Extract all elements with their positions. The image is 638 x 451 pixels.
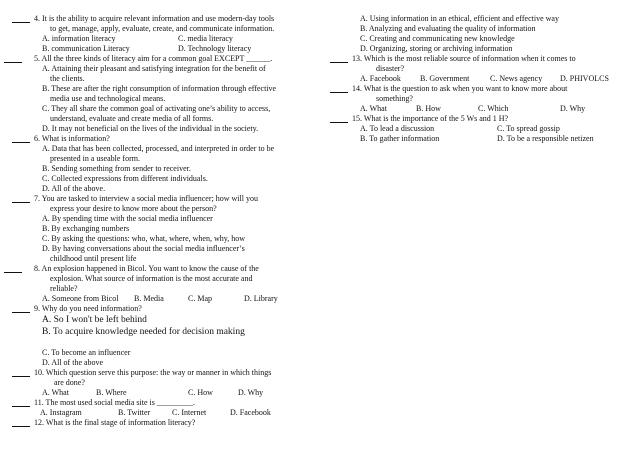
option-c: C. To spread gossip — [497, 124, 560, 133]
question-text: 11. The most used social media site is _________. — [34, 398, 195, 407]
answer-blank[interactable] — [12, 368, 30, 377]
option-d: D. Why — [560, 104, 586, 113]
options-row — [20, 294, 320, 304]
right-column — [338, 14, 628, 144]
question-text: 10. Which question serve this purpose: the way or manner in which things — [34, 368, 272, 377]
option-b: B. Where — [96, 388, 127, 397]
question-text: 6. What is information? — [34, 134, 110, 143]
option-a: A. Attaining their pleasant and satisfying integration for the benefit of — [42, 64, 266, 73]
question-text: 12. What is the final stage of information literacy? — [34, 418, 196, 427]
option-a: A. Using information in an ethical, efficient and effective way — [360, 14, 559, 23]
option-c: C. Map — [188, 294, 212, 303]
question-7 — [20, 194, 320, 214]
option-c: C. Collected expressions from different individuals. — [42, 174, 208, 183]
option-a: A. Data that has been collected, processed, and interpreted in order to be — [42, 144, 275, 153]
option-b: B. communication Literacy — [42, 44, 130, 53]
option-a: A. What — [42, 388, 69, 397]
option-b: B. To acquire knowledge needed for decision making — [42, 327, 245, 337]
options-row — [338, 134, 628, 144]
answer-blank[interactable] — [330, 84, 348, 93]
question-text: 15. What is the importance of the 5 Ws and 1 H? — [352, 114, 509, 123]
question-4 — [20, 14, 320, 34]
option-a: A. What — [360, 104, 387, 113]
options-row — [338, 124, 628, 134]
question-11 — [20, 398, 320, 408]
option-a: A. So I won't be left behind — [42, 315, 147, 325]
option-b: B. Sending something from sender to receiver. — [42, 164, 191, 173]
options-row — [20, 44, 320, 54]
option-b: B. Media — [134, 294, 164, 303]
option-c: C. How — [188, 388, 213, 397]
question-text-cont: to get, manage, apply, evaluate, create, and communicate information. — [50, 24, 275, 33]
question-text: 5. All the three kinds of literacy aim for a common goal EXCEPT ______. — [34, 54, 273, 63]
option-b: B. Analyzing and evaluating the quality of information — [360, 24, 536, 33]
spacer — [20, 338, 320, 348]
option-c-cont: understand, evaluate and create media of all forms. — [50, 114, 214, 123]
option-d: D. PHIVOLCS — [560, 74, 609, 83]
answer-blank[interactable] — [330, 114, 348, 123]
option-c: C. Creating and communicating new knowledge — [360, 34, 515, 43]
question-text: 8. An explosion happened in Bicol. You want to know the cause of the — [34, 264, 259, 273]
option-b: B. To gather information — [360, 134, 440, 143]
answer-blank[interactable] — [12, 134, 30, 143]
option-c: C. By asking the questions: who, what, where, when, why, how — [42, 234, 246, 243]
option-c: C. To become an influencer — [42, 348, 131, 357]
question-text: 9. Why do you need information? — [34, 304, 142, 313]
option-d: D. Organizing, storing or archiving information — [360, 44, 513, 53]
answer-blank[interactable] — [12, 418, 30, 427]
options-row — [20, 408, 320, 418]
question-8 — [20, 264, 320, 294]
option-b: B. These are after the right consumption of information through effective — [42, 84, 277, 93]
option-a: A. Instagram — [40, 408, 82, 417]
option-b: B. Twitter — [118, 408, 151, 417]
question-text-cont: express your desire to know more about the person? — [50, 204, 217, 213]
question-14 — [338, 84, 628, 104]
option-a: A. Someone from Bicol — [42, 294, 119, 303]
answer-blank[interactable] — [4, 54, 22, 63]
option-a: A. To lead a discussion — [360, 124, 435, 133]
answer-blank[interactable] — [330, 54, 348, 63]
question-12 — [20, 418, 320, 428]
option-c: C. News agency — [490, 74, 543, 83]
option-a-cont: the clients. — [50, 74, 85, 83]
question-text-cont: disaster? — [376, 64, 404, 73]
option-d-cont: childhood until present life — [50, 254, 137, 263]
option-a-cont: presented in a useable form. — [50, 154, 140, 163]
option-b: B. By exchanging numbers — [42, 224, 130, 233]
option-d: D. All of the above. — [42, 184, 106, 193]
option-d: D. Library — [244, 294, 278, 303]
options-row — [338, 74, 628, 84]
options-row — [338, 104, 628, 114]
question-text: 14. What is the question to ask when you want to know more about — [352, 84, 568, 93]
question-15 — [338, 114, 628, 124]
option-c: C. Which — [478, 104, 509, 113]
option-d: D. Technology literacy — [178, 44, 252, 53]
option-c: C. Internet — [172, 408, 207, 417]
option-c: C. media literacy — [178, 34, 233, 43]
answer-blank[interactable] — [4, 264, 22, 273]
answer-blank[interactable] — [12, 304, 30, 313]
left-column — [20, 14, 320, 428]
question-text-cont: are done? — [54, 378, 85, 387]
option-d: D. Why — [238, 388, 264, 397]
option-b-cont: media use and technological means. — [50, 94, 166, 103]
option-d: D. Facebook — [230, 408, 271, 417]
question-9 — [20, 304, 320, 314]
option-d: D. All of the above — [42, 358, 104, 367]
question-text: 7. You are tasked to interview a social media influencer; how will you — [34, 194, 258, 203]
option-b: B. Government — [420, 74, 470, 83]
options-row — [20, 34, 320, 44]
option-a: A. Facebook — [360, 74, 401, 83]
question-text: 13. Which is the most reliable source of information when it comes to — [352, 54, 576, 63]
option-d: D. It may not beneficial on the lives of the individual in the society. — [42, 124, 259, 133]
option-a: A. information literacy — [42, 34, 116, 43]
question-13 — [338, 54, 628, 74]
question-text-cont: something? — [376, 94, 413, 103]
answer-blank[interactable] — [12, 194, 30, 203]
question-10 — [20, 368, 320, 388]
options-row — [20, 388, 320, 398]
question-6 — [20, 134, 320, 144]
question-text-cont: explosion. What source of information is the most accurate and — [50, 274, 253, 283]
question-text-cont: reliable? — [50, 284, 78, 293]
question-5 — [20, 54, 320, 64]
option-a: A. By spending time with the social media influencer — [42, 214, 213, 223]
answer-blank[interactable] — [12, 398, 30, 407]
answer-blank[interactable] — [12, 14, 30, 23]
option-d: D. By having conversations about the social media influencer’s — [42, 244, 245, 253]
option-c: C. They all share the common goal of activating one’s ability to access, — [42, 104, 271, 113]
option-b: B. How — [416, 104, 441, 113]
option-d: D. To be a responsible netizen — [497, 134, 594, 143]
question-text: 4. It is the ability to acquire relevant information and use modern-day tools — [34, 14, 275, 23]
